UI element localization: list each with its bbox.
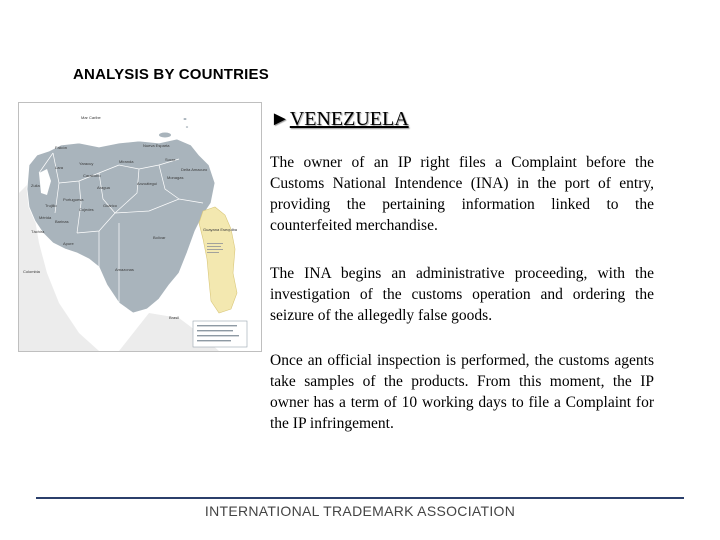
map-label-barinas: Barinas <box>55 219 69 224</box>
map-label-carabobo: Carabobo <box>83 173 101 178</box>
map-label-amazonas: Amazonas <box>115 267 134 272</box>
map-label-delta-amacuro: Delta Amacuro <box>181 167 208 172</box>
map-label-apure: Apure <box>63 241 74 246</box>
slide-heading: ANALYSIS BY COUNTRIES <box>73 66 269 83</box>
map-label-guarico: Guárico <box>103 203 118 208</box>
map-label-brasil: Brasil <box>169 315 180 320</box>
map-label-yaracuy: Yaracuy <box>79 161 94 166</box>
small-island <box>184 118 187 120</box>
map-label-aragua: Aragua <box>97 185 110 190</box>
map-label-lara: Lara <box>55 165 64 170</box>
map-label-anzoategui: Anzoátegui <box>137 181 158 186</box>
paragraph-inspection: Once an official inspection is performed, the customs agents take samples of the products. From this moment, the IP owner has a term of 10 working days to file a Complaint for the IP infringement. <box>270 352 654 432</box>
map-label-guayana: Guayana Esequiba <box>203 227 238 232</box>
map-label-portuguesa: Portuguesa <box>63 197 84 202</box>
country-name: VENEZUELA <box>289 108 409 130</box>
map-label-colombia: Colombia <box>23 269 40 274</box>
footer-divider <box>36 497 684 499</box>
map-label-bolivar: Bolívar <box>153 235 166 240</box>
map-legend <box>193 321 247 347</box>
map-label-sucre: Sucre <box>165 157 176 162</box>
map-label-merida: Mérida <box>39 215 52 220</box>
margarita-island <box>159 133 171 138</box>
footer-organization: INTERNATIONAL TRADEMARK ASSOCIATION <box>204 503 516 519</box>
small-island <box>186 126 188 128</box>
paragraph-complaint: The owner of an IP right files a Complaint before the Customs National Intendence (INA) in the port of entry, providing the pertaining information linked to the counterfeited merchandise. <box>270 154 654 234</box>
map-label-tachira: Táchira <box>31 229 45 234</box>
map-label-zulia: Zulia <box>31 183 40 188</box>
guayana-esequiba <box>199 207 237 313</box>
triangle-bullet-icon: ► <box>270 108 290 130</box>
map-label-miranda: Miranda <box>119 159 134 164</box>
map-label-nueva-esparta: Nueva Esparta <box>143 143 170 148</box>
paragraph-proceeding: The INA begins an administrative proceeding, with the investigation of the customs operation and ordering the seizure of the allegedly false goods. <box>270 265 654 324</box>
venezuela-map-graphic <box>19 103 261 351</box>
venezuela-map <box>18 102 262 352</box>
map-label-cojedes: Cojedes <box>79 207 94 212</box>
map-label-sea: Mar Caribe <box>81 115 101 120</box>
country-heading <box>270 108 409 131</box>
map-label-falcon: Falcón <box>55 145 68 150</box>
map-label-trujillo: Trujillo <box>45 203 57 208</box>
map-label-monagas: Monagas <box>167 175 184 180</box>
